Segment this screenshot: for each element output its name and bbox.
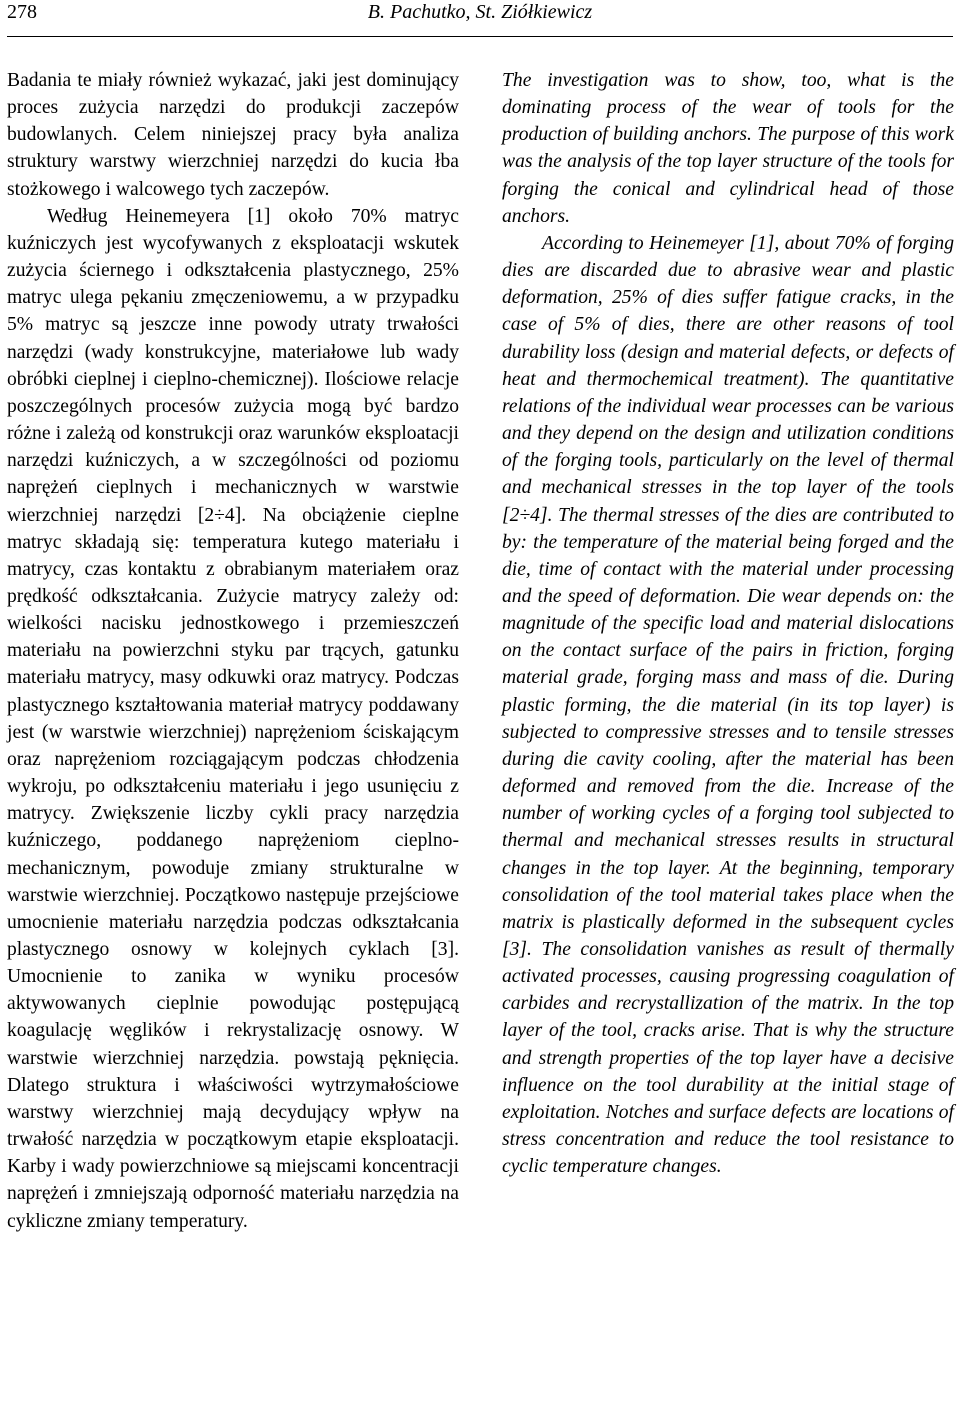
english-text-column [502,67,954,1180]
page-number: 278 [7,1,37,23]
polish-text-column [7,67,459,1235]
english-paragraph-2: According to Heinemeyer [1], about 70% of forging dies are discarded due to abrasive wear and plastic deformation, 25% of dies suffer fatigue cracks, in the case of 5% of dies, there are other reasons of tool durability loss (design and material defects, or defects of heat and thermochemical treatment). The quantitative relations of the individual wear processes can be various and they depend on the design and utilization conditions of the forging tools, particularly on the level of thermal and mechanical stresses in the top layer of the tools [2÷4]. The thermal stresses of the dies are contributed to by: the temperature of the material being forged and the die, time of contact with the material under processing and the speed of deformation. Die wear depends on: the magnitude of the specific load and material dislocations on the contact surface of the pairs in friction, forging material grade, forging mass and mass of die. During plastic forming, the die material (in its top layer) is subjected to compressive stresses and to tensile stresses during die cavity cooling, after the material has been deformed and removed from the die. Increase of the number of working cycles of a forging tool subjected to thermal and mechanical stresses results in structural changes in the top layer. At the beginning, temporary consolidation of the tool material takes place when the matrix is plastically deformed in the subsequent cycles [3]. The consolidation vanishes as result of thermally activated processes, causing progressing coagulation of carbides and recrystallization of the matrix. In the top layer of the tool, cracks arise. That is why the structure and strength properties of the top layer have a decisive influence on the tool durability at the initial stage of exploitation. Notches and surface defects are locations of stress concentration and reduce the tool resistance to cyclic temperature changes. [502,232,954,1178]
page-header [7,0,953,37]
polish-paragraph-1: Badania te miały również wykazać, jaki jest dominujący proces zużycia narzędzi do produkcji zaczepów budowlanych. Celem niniejszej pracy była analiza struktury warstwy wierzchniej narzędzi do kucia łba stożkowego i walcowego tych zaczepów. [7,70,459,200]
running-head-authors: B. Pachutko, St. Ziółkiewicz [367,1,593,23]
polish-paragraph-2: Według Heinemeyera [1] około 70% matryc kuźniczych jest wycofywanych z eksploatacji wskutek zużycia ściernego i odkształcenia plastycznego, 25% matryc ulega pękaniu zmęczeniowemu, a w przypadku 5% matryc są jeszcze inne powody utraty trwałości narzędzi (wady konstrukcyjne, materiałowe lub wady obróbki cieplnej i cieplno-chemicznej). Ilościowe relacje poszczególnych procesów zużycia mogą być bardzo różne i zależą od konstrukcji oraz warunków eksploatacji narzędzi kuźniczych, a w szczególności od poziomu naprężeń cieplnych i mechanicznych w warstwie wierzchniej narzędzi [2÷4]. Na obciążenie cieplne matryc składają się: temperatura kutego materiału i matrycy, czas kontaktu z obrabianym materiałem oraz prędkość odkształcania. Zużycie matrycy zależy od: wielkości nacisku jednostkowego i przemieszczeń materiału na powierzchni styku par trących, gatunku materiału matrycy, masy odkuwki oraz matrycy. Podczas plastycznego kształtowania materiał matrycy poddawany jest (w warstwie wierzchniej) naprężeniom ściskającym oraz naprężeniom rozciągającym podczas chłodzenia wykroju, po odkształceniu materiału i jego usunięciu z matrycy. Zwiększenie liczby cykli pracy narzędzia kuźniczego, poddanego naprężeniom cieplno-mechanicznym, powoduje zmiany strukturalne w warstwie wierzchniej. Początkowo następuje przejściowe umocnienie materiału narzędzia podczas odkształcania plastycznego osnowy w kolejnych cyklach [3]. Umocnienie to zanika w wyniku procesów aktywowanych cieplnie powodując postępującą koagulację węglików i rekrystalizację osnowy. W warstwie wierzchniej narzędzia. powstają pęknięcia. Dlatego struktura i właściwości wytrzymałościowe warstwy wierzchniej mają decydujący wpływ na trwałość narzędzia w początkowym etapie eksploatacji. Karby i wady powierzchniowe są miejscami koncentracji naprężeń i zmniejszają odporność materiału narzędzia na cykliczne zmiany temperatury. [7,205,459,1232]
english-paragraph-1: The investigation was to show, too, what is the dominating process of the wear of tools for the production of building anchors. The purpose of this work was the analysis of the top layer structure of the tools for forging the conical and cylindrical head of those anchors. [502,70,954,227]
